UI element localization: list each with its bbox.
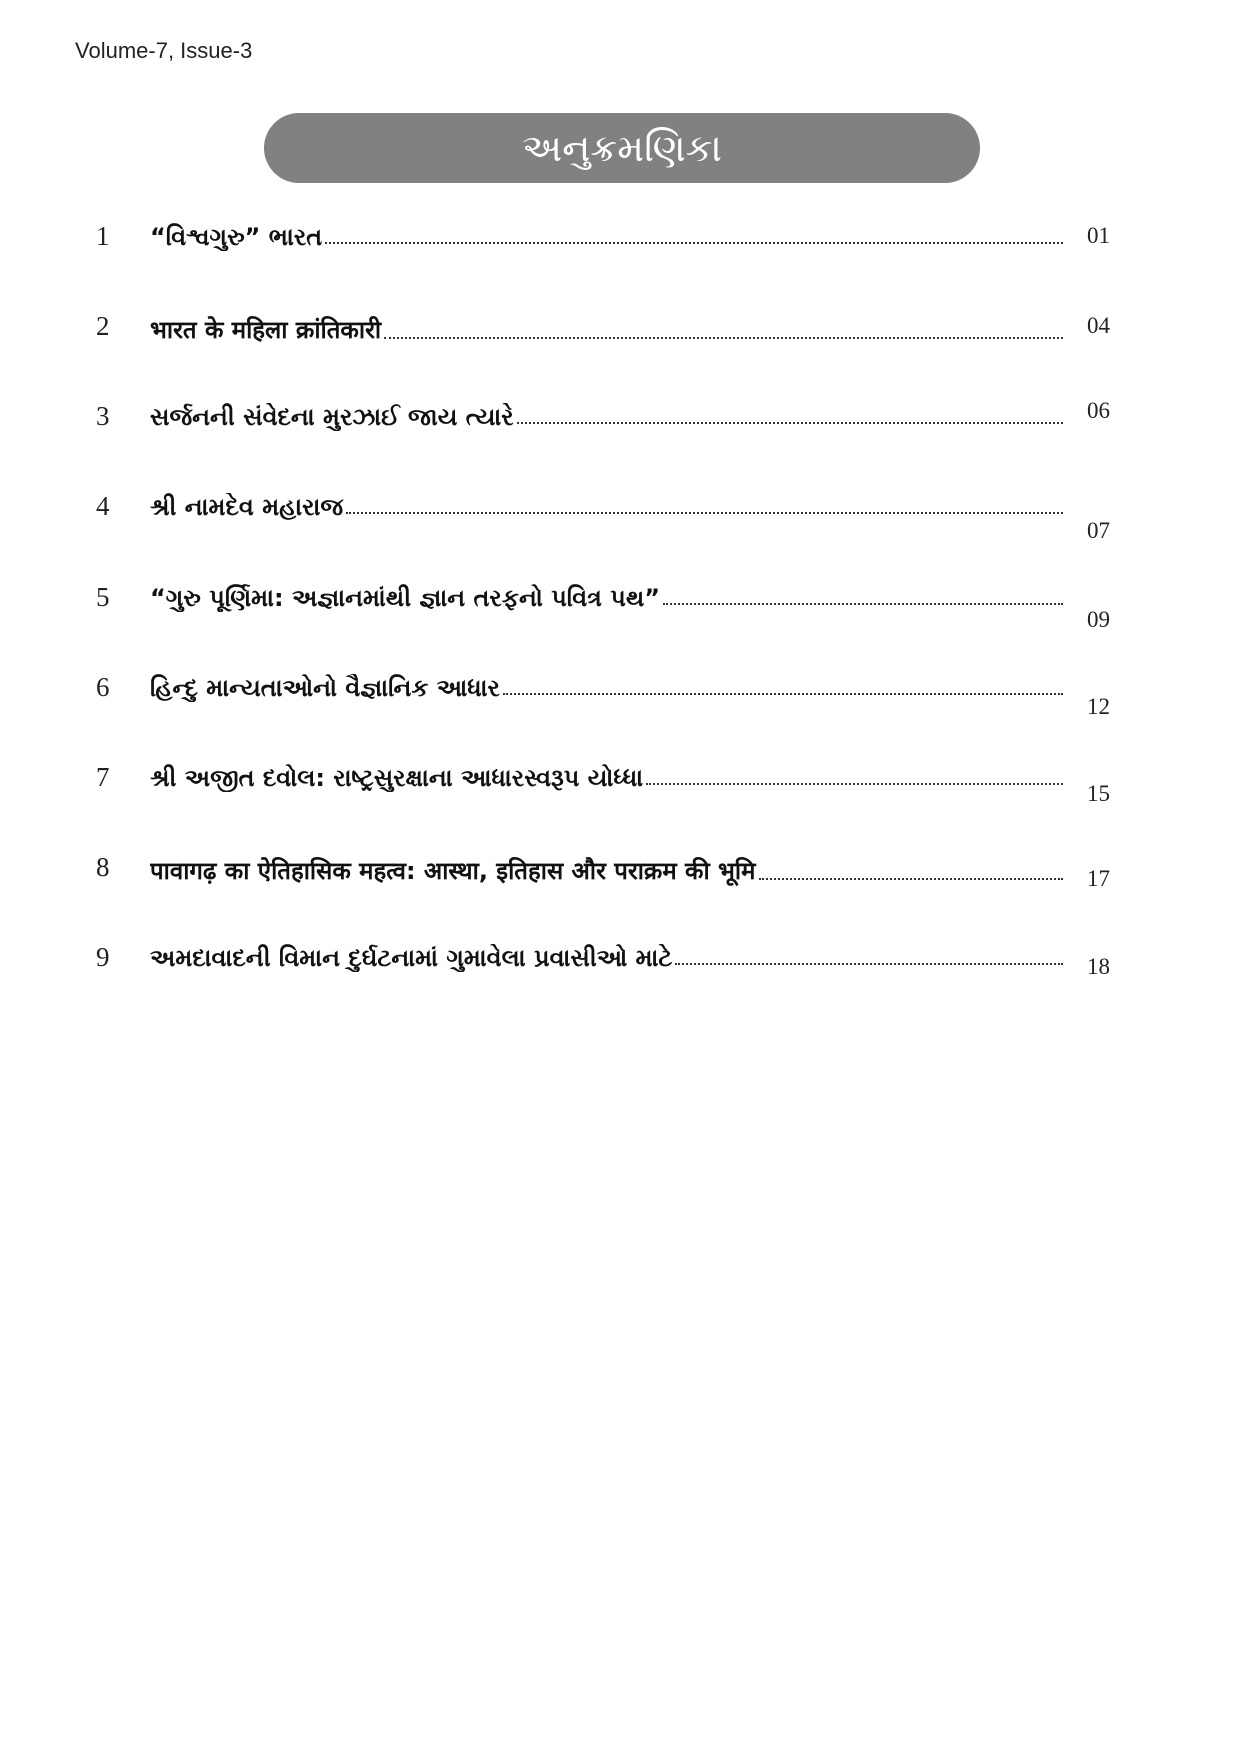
- toc-row[interactable]: [0, 942, 1241, 1002]
- toc-row[interactable]: [0, 311, 1241, 371]
- toc-row[interactable]: [0, 672, 1241, 732]
- dot-leader: [325, 241, 1063, 244]
- toc-row-number: 5: [96, 582, 110, 612]
- toc-row-title[interactable]: “વિશ્વગુરુ” ભારત: [150, 223, 323, 251]
- toc-title-banner: [264, 113, 980, 183]
- toc-row-title[interactable]: भारत के महिला क्रांतिकारी: [150, 316, 382, 344]
- toc-row-entry[interactable]: [150, 223, 1063, 251]
- toc-row-page: 09: [1087, 607, 1110, 632]
- toc-row[interactable]: [0, 398, 1241, 461]
- toc-row-page: 12: [1087, 694, 1110, 719]
- toc-row-title[interactable]: અમદાવાદની વિમાન દુર્ઘટનામાં ગુમાવેલા પ્રવાસીઓ માટે: [150, 944, 673, 972]
- dot-leader: [503, 692, 1063, 695]
- toc-row-number: 4: [96, 491, 110, 521]
- toc-row-page: 18: [1087, 954, 1110, 979]
- toc-row-title[interactable]: હિન્દુ માન્યતાઓનો વૈજ્ઞાનિક આધાર: [150, 674, 500, 702]
- toc-row-entry[interactable]: [150, 313, 1063, 346]
- toc-row[interactable]: [0, 491, 1241, 551]
- toc-row-number: 2: [96, 311, 110, 341]
- toc-row-number: 1: [96, 221, 110, 251]
- toc-row[interactable]: [0, 762, 1241, 822]
- dot-leader: [663, 602, 1063, 605]
- toc-row-number: 6: [96, 672, 110, 702]
- toc-row[interactable]: [0, 852, 1241, 912]
- toc-title: અનુક્રમણિકા: [522, 125, 722, 170]
- toc-row-number: 8: [96, 852, 110, 882]
- toc-row-entry[interactable]: [150, 493, 1063, 521]
- toc-row-page: 17: [1087, 866, 1110, 891]
- toc-row-entry[interactable]: [150, 584, 1063, 612]
- toc-row-entry[interactable]: [150, 944, 1063, 972]
- toc-row-title[interactable]: સર્જનની સંવેદના મુરઝાઈ જાય ત્યારે: [150, 403, 514, 431]
- toc-row-title[interactable]: “ગુરુ પૂર્ણિમા: અજ્ઞાનમાંથી જ્ઞાન તરફનો પવિત્ર પથ”: [150, 584, 661, 612]
- toc-row-entry[interactable]: [150, 764, 1063, 792]
- toc-row-page: 07: [1087, 518, 1110, 543]
- dot-leader: [646, 782, 1063, 785]
- toc-row[interactable]: [0, 221, 1241, 281]
- toc-row-title[interactable]: पावागढ़ का ऐतिहासिक महत्व: आस्था, इतिहास और पराक्रम की भूमि: [150, 857, 756, 885]
- toc-row-number: 7: [96, 762, 110, 792]
- toc-row-number: 9: [96, 942, 110, 972]
- toc-row-page: 04: [1087, 313, 1110, 338]
- toc-row-page: 01: [1087, 223, 1110, 248]
- toc-row-entry[interactable]: [150, 854, 1063, 887]
- issue-label: Volume-7, Issue-3: [75, 38, 253, 63]
- toc-row-entry[interactable]: [150, 674, 1063, 702]
- toc-row-title[interactable]: શ્રી નામદેવ મહારાજ: [150, 493, 344, 521]
- toc-row-page: 06: [1087, 398, 1110, 423]
- dot-leader: [517, 421, 1063, 424]
- toc-row-title[interactable]: શ્રી અજીત દવોલ: રાષ્ટ્રસુરક્ષાના આધારસ્વરૂપ યોધ્ધા: [150, 764, 644, 792]
- toc-row[interactable]: [0, 582, 1241, 642]
- toc-row-number: 3: [96, 401, 110, 431]
- dot-leader: [384, 336, 1063, 339]
- dot-leader: [346, 511, 1063, 514]
- dot-leader: [759, 877, 1064, 880]
- toc-row-page: 15: [1087, 781, 1110, 806]
- toc-row-entry[interactable]: [150, 403, 1063, 431]
- dot-leader: [675, 962, 1063, 965]
